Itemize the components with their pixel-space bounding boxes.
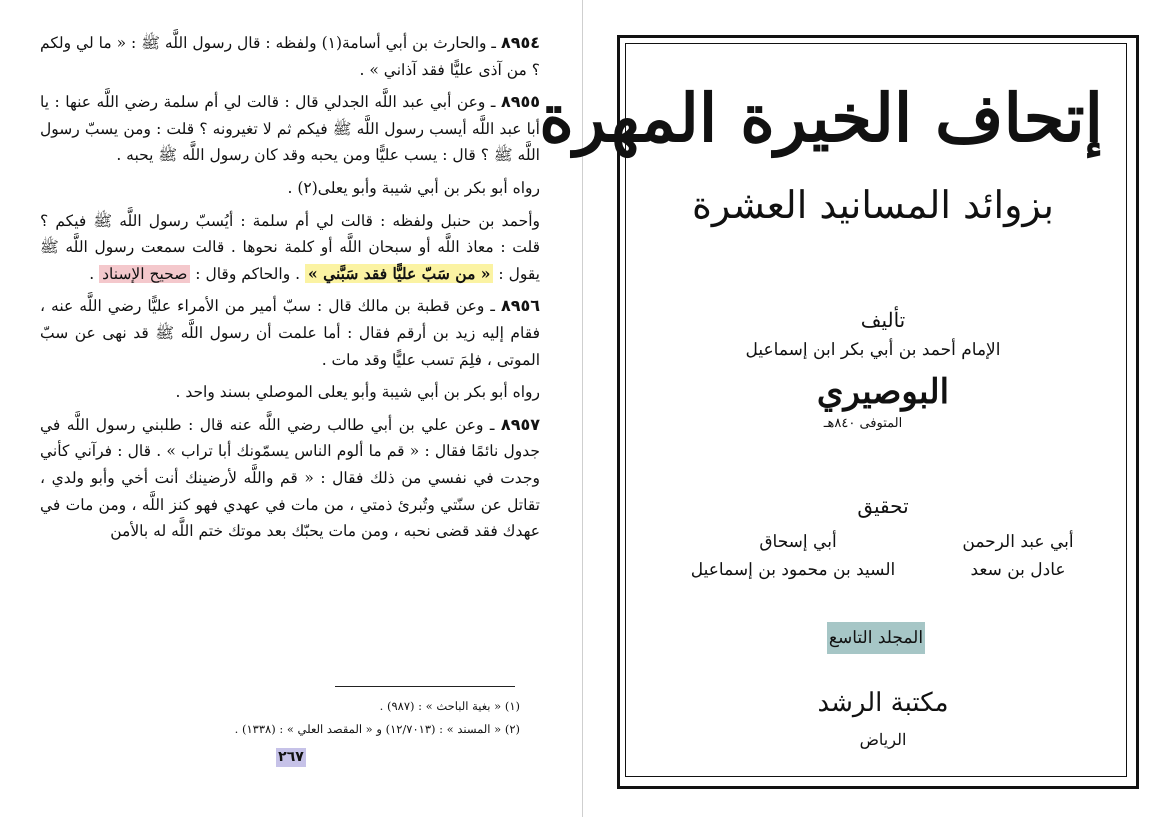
entry-8954	[40, 30, 540, 83]
author-nisba: البوصيري	[816, 372, 950, 412]
ahmad-paragraph	[40, 208, 540, 288]
entry-number: ٨٩٥٤	[500, 33, 541, 52]
ahmad-text-end: .	[89, 264, 95, 283]
narration-paragraph: رواه أبو بكر بن أبي شيبة وأبو يعلى(٢) .	[287, 178, 540, 197]
author-full-name: الإمام أحمد بن أبي بكر ابن إسماعيل	[745, 340, 1001, 360]
editor-2-name: السيد بن محمود بن إسماعيل	[690, 560, 896, 580]
publisher-city: الرياض	[859, 730, 907, 749]
entry-8957	[40, 412, 540, 545]
editor-label: تحقيق	[857, 494, 909, 518]
death-date: المتوفى ٨٤٠هـ	[823, 416, 903, 431]
narration-paragraph-2: رواه أبو بكر بن أبي شيبة وأبو يعلى الموصلي بسند واحد .	[175, 383, 540, 402]
ahmad-text: وأحمد بن حنبل ولفظه : قالت لي أم سلمة : أيُسبّ رسول اللَّه ﷺ فيكم ؟ قلت : معاذ اللَّه أو سبحان اللَّه أو كلمة نحوها . قالت سمعت رسول اللَّه ﷺ يقول :	[40, 211, 540, 283]
footnote-2: (٢) « المسند » : (١٢/٧٠١٣) و « المقصد العلي » : (١٣٣٨) .	[234, 722, 520, 736]
right-page-title	[539, 0, 1166, 817]
footnote-1: (١) « بغية الباحث » : (٩٨٧) .	[379, 699, 520, 713]
entry-text: ـ وعن علي بن أبي طالب رضي اللَّه عنه قال : طلبني رسول اللَّه في جدول نائمًا فقال : « قم ما ألوم الناس يسمّونك أبا تراب » . قال : فرآني كأني وجدت في نفسي من ذلك فقال : « قم واللَّه لأرضينك أنت أخي وأبو ولدي ، تقاتل عن سنّتي وتُبرئ ذمتي ، من مات في عهدي فهو كنز اللَّه ، ومن مات في عهدك فقد قضى نحبه ، ومن مات يحبّك بعد موتك ختم اللَّه له بالأمن	[40, 415, 540, 541]
entry-8956	[40, 293, 540, 373]
book-title: إتحاف الخيرة المهرة	[539, 79, 1103, 157]
entry-8955	[40, 89, 540, 169]
main-text	[40, 30, 540, 551]
publisher-name: مكتبة الرشد	[817, 688, 949, 718]
volume-label: المجلد التاسع	[827, 622, 925, 654]
entry-text: ـ والحارث بن أبي أسامة(١) ولفظه : قال رسول اللَّه ﷺ : « ما لي ولكم ؟ من آذى عليًّا فقد آذاني » .	[40, 34, 540, 79]
page-number: ٢٦٧	[276, 748, 306, 767]
entry-text: ـ وعن قطبة بن مالك قال : سبّ أمير من الأمراء عليًّا رضي اللَّه عنه ، فقام إليه زيد بن أرقم فقال : أما علمت أن رسول اللَّه ﷺ قد نهى عن سبّ الموتى ، فلِمَ تسب عليًّا وقد مات .	[40, 297, 540, 369]
author-label: تأليف	[860, 308, 906, 332]
editor-2-kunya: أبي إسحاق	[759, 532, 837, 552]
editor-1-name: عادل بن سعد	[970, 560, 1066, 580]
ahmad-text-after: . والحاكم وقال :	[195, 264, 301, 283]
left-page	[0, 0, 582, 817]
entry-text: ـ وعن أبي عبد اللَّه الجدلي قال : قالت لي أم سلمة رضي اللَّه عنها : يا أبا عبد اللَّه أيسب رسول اللَّه ﷺ فيكم ثم لا تغيرونه ؟ قلت : ومن يسبّ رسول اللَّه ﷺ ؟ قال : يسب عليًّا ومن يحبه وقد كان رسول اللَّه ﷺ يحبه .	[40, 93, 540, 165]
highlighted-hadith: « من سَبّ عليًّا فقد سَبَّني »	[305, 264, 494, 283]
highlighted-grading: صحيح الإسناد	[99, 265, 190, 283]
footnote-divider	[335, 686, 515, 687]
entry-number: ٨٩٥٦	[500, 296, 540, 316]
entry-number: ٨٩٥٥	[500, 92, 540, 112]
editor-1-kunya: أبي عبد الرحمن	[962, 532, 1074, 552]
entry-number: ٨٩٥٧	[500, 414, 540, 434]
book-subtitle: بزوائد المسانيد العشرة	[692, 183, 1054, 227]
